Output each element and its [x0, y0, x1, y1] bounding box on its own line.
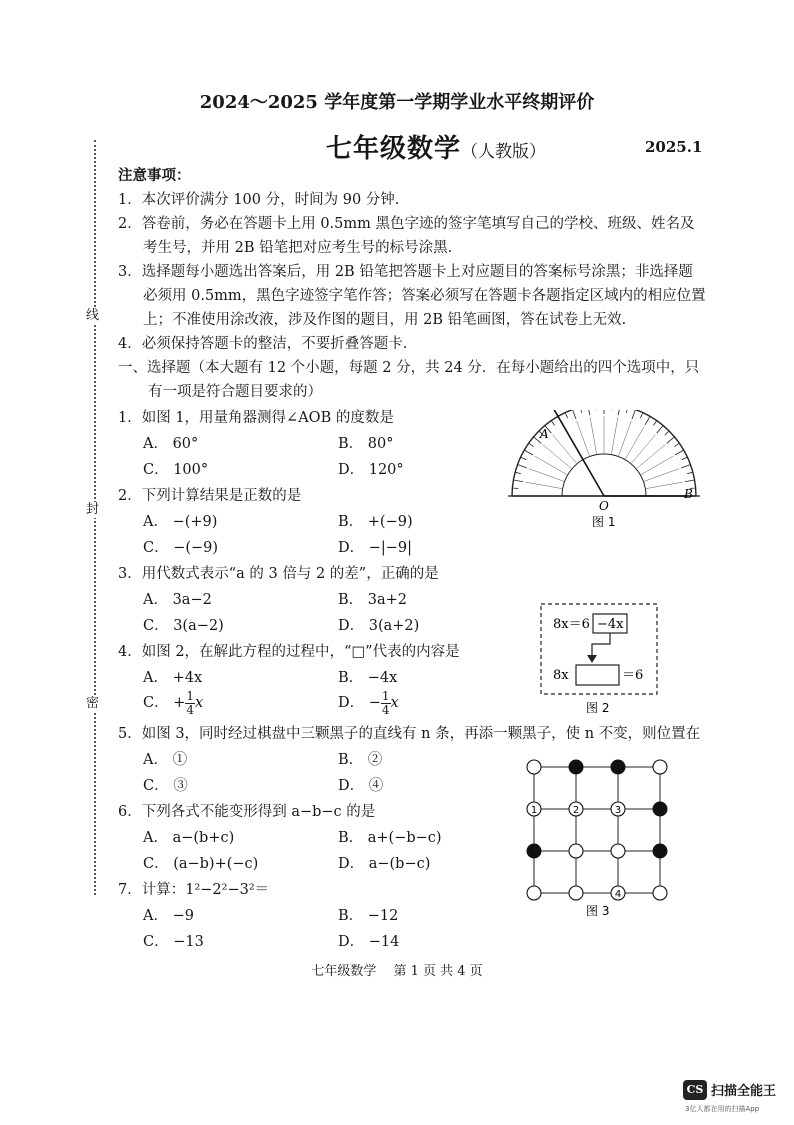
option-3c: C． 3(a−2)	[143, 618, 224, 634]
protractor-tick	[674, 443, 679, 446]
question-stem-6: 6．下列各式不能变形得到 a−b−c 的是	[118, 804, 376, 820]
page-title	[326, 128, 546, 165]
eq-top-box-text: −4x	[597, 617, 624, 632]
side-mark-seal: 封	[86, 502, 100, 517]
protractor-tick	[565, 413, 568, 418]
option-6a: A． a−(b+c)	[143, 830, 235, 846]
empty-stone	[653, 760, 667, 774]
option-3a: A． 3a−2	[143, 592, 212, 608]
notice-line: 4．必须保持答题卡的整洁，不要折叠答题卡.	[118, 336, 408, 352]
protractor-radial	[640, 456, 673, 475]
protractor-tick	[640, 413, 643, 418]
protractor-tick	[682, 457, 687, 460]
label-a: A	[540, 427, 549, 441]
option-3b: B． 3a+2	[338, 592, 408, 608]
side-mark-secret: 密	[86, 696, 100, 711]
protractor-tick	[588, 410, 590, 415]
protractor-radial	[553, 435, 577, 464]
protractor-radial	[618, 421, 631, 457]
black-stone	[527, 844, 541, 858]
protractor-tick	[657, 426, 663, 434]
scanner-app-tagline: 3亿人都在用的扫描App	[685, 1105, 760, 1113]
protractor-radial	[590, 417, 597, 454]
option-1d: D． 120°	[338, 462, 404, 478]
figure-2-caption: 图 2	[586, 701, 610, 715]
option-5b: B． ②	[338, 752, 383, 768]
position-label-3: 3	[614, 805, 622, 816]
option-6c: C． (a−b)+(−c)	[143, 856, 259, 872]
protractor-tick	[632, 410, 635, 419]
protractor-radial	[535, 456, 568, 475]
option-7a: A． −9	[143, 908, 194, 924]
fraction-one-quarter: $\frac{1}{4}$	[381, 688, 390, 717]
arrow-head	[587, 655, 597, 663]
option-4a: A． +4x	[143, 670, 203, 686]
figure-2-equation	[538, 600, 662, 720]
option-2c: C． −(−9)	[143, 540, 219, 556]
black-stone	[653, 844, 667, 858]
notice-line: 考生号，并用 2B 铅笔把对应考生号的标号涂黑.	[143, 240, 453, 256]
option-3d: D． 3(a+2)	[338, 618, 420, 634]
position-label-1: 1	[530, 805, 538, 816]
side-mark-line: 线	[86, 308, 100, 323]
position-label-2: 2	[572, 805, 580, 816]
empty-stone	[569, 844, 583, 858]
eq-top-left: 8x＝6	[553, 617, 590, 632]
protractor-tick	[687, 472, 693, 474]
protractor-tick	[529, 443, 534, 446]
board-stones	[527, 760, 667, 900]
protractor-tick	[512, 488, 518, 489]
option-6d: D． a−(b−c)	[338, 856, 431, 872]
option-6b: B． a+(−b−c)	[338, 830, 442, 846]
protractor-radial	[645, 482, 682, 489]
protractor-radial	[631, 435, 655, 464]
protractor-tick	[653, 421, 656, 426]
option-7c: C． −13	[143, 934, 204, 950]
protractor-radial	[529, 469, 565, 482]
option-5c: C． ③	[143, 778, 188, 794]
protractor-tick	[675, 450, 684, 455]
page-footer: 七年级数学 第 1 页 共 4 页	[311, 964, 483, 979]
option-7b: B． −12	[338, 908, 399, 924]
notice-line: 2．答卷前，务必在答题卡上用 0.5mm 黑色字迹的签字笔填写自己的学校、班级、姓名及	[118, 216, 695, 232]
protractor-tick	[573, 410, 576, 419]
arrow-line	[592, 633, 610, 656]
option-1b: B． 80°	[338, 436, 394, 452]
protractor-tick	[618, 410, 620, 415]
option-5a: A． ①	[143, 752, 188, 768]
notice-line: 必须用 0.5mm，黑色字迹签字笔作答；答案必须写在答题卡各题指定区域内的相应位置	[143, 288, 706, 304]
notice-heading: 注意事项：	[118, 167, 191, 184]
option-4c: C． + $\frac{1}{4}$ x	[143, 688, 204, 717]
protractor-inner-arc	[562, 454, 646, 496]
edition-label: （人教版）	[461, 142, 547, 162]
scanner-logo-icon: CS	[683, 1080, 707, 1100]
question-stem-7: 7．计算：1²−2²−3²＝	[118, 882, 270, 898]
subject-title: 七年级数学	[326, 134, 462, 164]
protractor-tick	[521, 457, 526, 460]
section-heading-cont: 有一项是符合题目要求的）	[148, 384, 322, 400]
question-stem-5: 5．如图 3，同时经过棋盘中三颗黑子的直线有 n 条，再添一颗黑子，使 n 不变，则位置在	[118, 726, 701, 742]
answer-blank-box	[576, 665, 619, 685]
scanner-app-name: 扫描全能王	[711, 1084, 777, 1099]
option-4b: B． −4x	[338, 670, 398, 686]
protractor-tick	[551, 421, 554, 426]
option-4d: D． − $\frac{1}{4}$ x	[338, 688, 399, 717]
notice-line: 上；不准使用涂改液，涉及作图的题目，用 2B 铅笔画图，答在试卷上无效.	[143, 312, 627, 328]
protractor-tick	[667, 437, 675, 443]
protractor-tick	[515, 472, 521, 474]
figure-1-caption: 图 1	[592, 515, 616, 529]
position-label-4: 4	[614, 889, 622, 900]
option-7d: D． −14	[338, 934, 400, 950]
empty-stone	[653, 886, 667, 900]
empty-stone	[569, 886, 583, 900]
question-stem-3: 3．用代数式表示“a 的 3 倍与 2 的差”，正确的是	[118, 566, 439, 582]
protractor-radial	[525, 482, 562, 489]
empty-stone	[527, 760, 541, 774]
option-1c: C． 100°	[143, 462, 209, 478]
fraction-one-quarter: $\frac{1}{4}$	[186, 688, 194, 717]
protractor-tick	[524, 450, 533, 455]
exam-header-line: 2024～2025 学年度第一学期学业水平终期评价	[199, 92, 595, 113]
protractor-radial	[625, 427, 644, 460]
label-b: B	[684, 487, 693, 501]
option-2a: A． −(+9)	[143, 514, 218, 530]
option-5d: D． ④	[338, 778, 384, 794]
protractor-tick	[645, 416, 650, 425]
option-2d: D． −|−9|	[338, 540, 413, 556]
protractor-scale	[508, 410, 700, 496]
empty-stone	[611, 844, 625, 858]
eq-bottom-right: ＝6	[622, 668, 644, 683]
protractor-tick	[681, 465, 690, 468]
protractor-tick	[513, 480, 523, 482]
exam-date: 2025.1	[645, 138, 703, 156]
protractor-tick	[580, 410, 582, 413]
figure-3-board	[518, 755, 678, 920]
figure-1-protractor	[500, 410, 720, 530]
board-grid	[534, 767, 660, 893]
protractor-radial	[543, 445, 572, 469]
empty-stone	[527, 886, 541, 900]
label-o: O	[599, 499, 609, 513]
protractor-tick	[626, 410, 628, 413]
option-1a: A． 60°	[143, 436, 199, 452]
figure-3-caption: 图 3	[586, 904, 610, 918]
protractor-tick	[518, 465, 527, 468]
black-stone	[569, 760, 583, 774]
protractor-radial	[636, 445, 665, 469]
notice-line: 1．本次评价满分 100 分，时间为 90 分钟.	[118, 192, 400, 208]
protractor-radial	[611, 417, 618, 454]
option-2b: B． +(−9)	[338, 514, 413, 530]
question-stem-4: 4．如图 2，在解此方程的过程中，“□”代表的内容是	[118, 644, 460, 660]
section-heading: 一、选择题（本大题有 12 个小题，每题 2 分，共 24 分．在每小题给出的四个选项中，只	[118, 360, 700, 376]
eq-bottom-left: 8x	[553, 668, 569, 683]
question-stem-1: 1．如图 1，用量角器测得∠AOB 的度数是	[118, 410, 394, 426]
protractor-tick	[665, 431, 669, 435]
protractor-tick	[685, 480, 695, 482]
protractor-radial	[643, 469, 679, 482]
notice-line: 3．选择题每小题选出答案后，用 2B 铅笔把答题卡上对应题目的答案标号涂黑；非选择题	[118, 264, 693, 280]
black-stone	[611, 760, 625, 774]
black-stone	[653, 802, 667, 816]
question-stem-2: 2．下列计算结果是正数的是	[118, 488, 302, 504]
